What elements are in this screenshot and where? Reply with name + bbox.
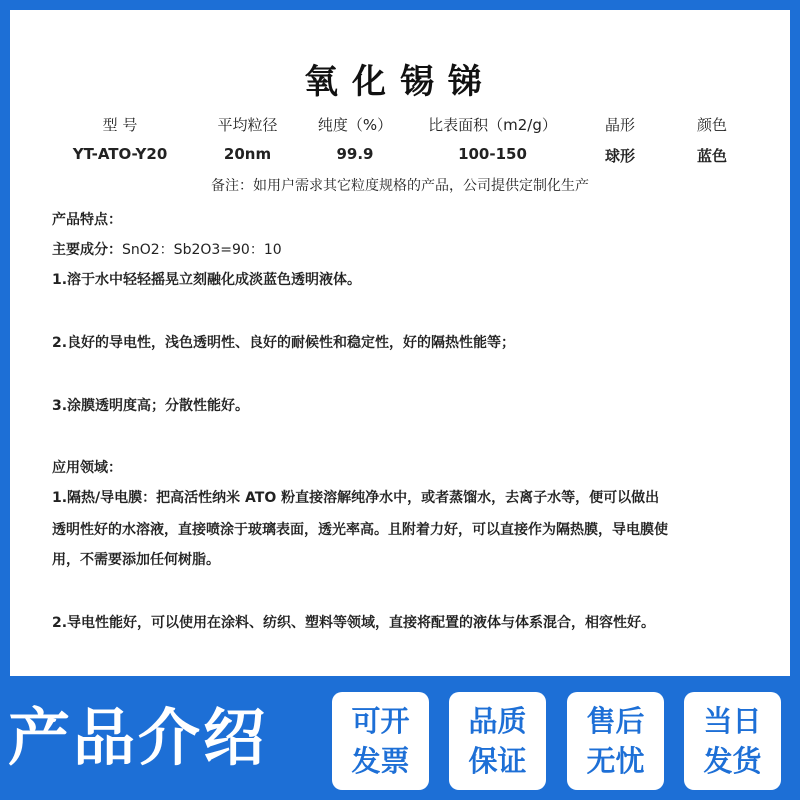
spec-value-color: 蓝色 [696,147,727,165]
badge-line: 当日 [703,704,762,738]
badge-line: 发票 [351,744,410,778]
spec-value-model: YT-ATO-Y20 [72,145,168,163]
application-item-line: 透明性好的水溶液，直接喷涂于玻璃表面，透光率高。且附着力好，可以直接作为隔热膜，导电膜使 [52,522,668,538]
badge-line: 保证 [468,744,527,778]
spec-header-model: 型 号 [102,116,138,134]
spec-header-color: 颜色 [696,116,727,134]
spec-value-surface-area: 100-150 [458,145,527,163]
badge-line: 可开 [351,704,410,738]
product-title: 氧化锡锑 [304,62,496,102]
badge-invoice [332,692,429,790]
feature-item: 3.涂膜透明度高；分散性能好。 [52,398,250,414]
badge-line: 品质 [468,704,527,738]
badge-same-day-shipping [684,692,781,790]
application-item-line: 1.隔热/导电膜：把高活性纳米 ATO 粉直接溶解纯净水中，或者蒸馏水，去离子水等，便可以做出 [52,490,660,506]
spec-value-particle-size: 20nm [223,145,272,163]
composition-value: SnO2：Sb2O3=90：10 [122,242,282,258]
spec-header-crystal-form: 晶形 [604,116,635,134]
badge-line: 售后 [586,704,645,738]
spec-table-values [10,145,790,167]
application-item-line: 用，不需要添加任何树脂。 [52,552,220,568]
spec-value-purity: 99.9 [336,145,374,163]
badge-line: 发货 [703,744,762,778]
banner-title: 产品介绍 [8,701,269,774]
spec-header-surface-area: 比表面积（m2/g） [428,116,557,134]
composition-line [52,239,282,259]
feature-item: 2.良好的导电性，浅色透明性、良好的耐候性和稳定性，好的隔热性能等； [52,335,516,351]
applications-heading: 应用领域： [52,460,122,476]
badge-quality [449,692,546,790]
product-info-card [10,10,790,676]
badge-line: 无忧 [586,744,645,778]
spec-table-header [10,114,790,136]
spec-header-particle-size: 平均粒径 [217,116,278,134]
features-heading: 产品特点： [52,212,122,228]
feature-item: 1.溶于水中轻轻摇晃立刻融化成淡蓝色透明液体。 [52,272,362,288]
spec-header-purity: 纯度（%） [317,116,393,134]
spec-value-crystal-form: 球形 [604,147,635,165]
application-item: 2.导电性能好，可以使用在涂料、纺织、塑料等领域，直接将配置的液体与体系混合，相容性好。 [52,615,656,631]
custom-order-note: 备注：如用户需求其它粒度规格的产品，公司提供定制化生产 [211,178,589,194]
composition-label: 主要成分： [52,242,122,258]
footer-banner [0,676,800,800]
badge-after-sales [567,692,664,790]
